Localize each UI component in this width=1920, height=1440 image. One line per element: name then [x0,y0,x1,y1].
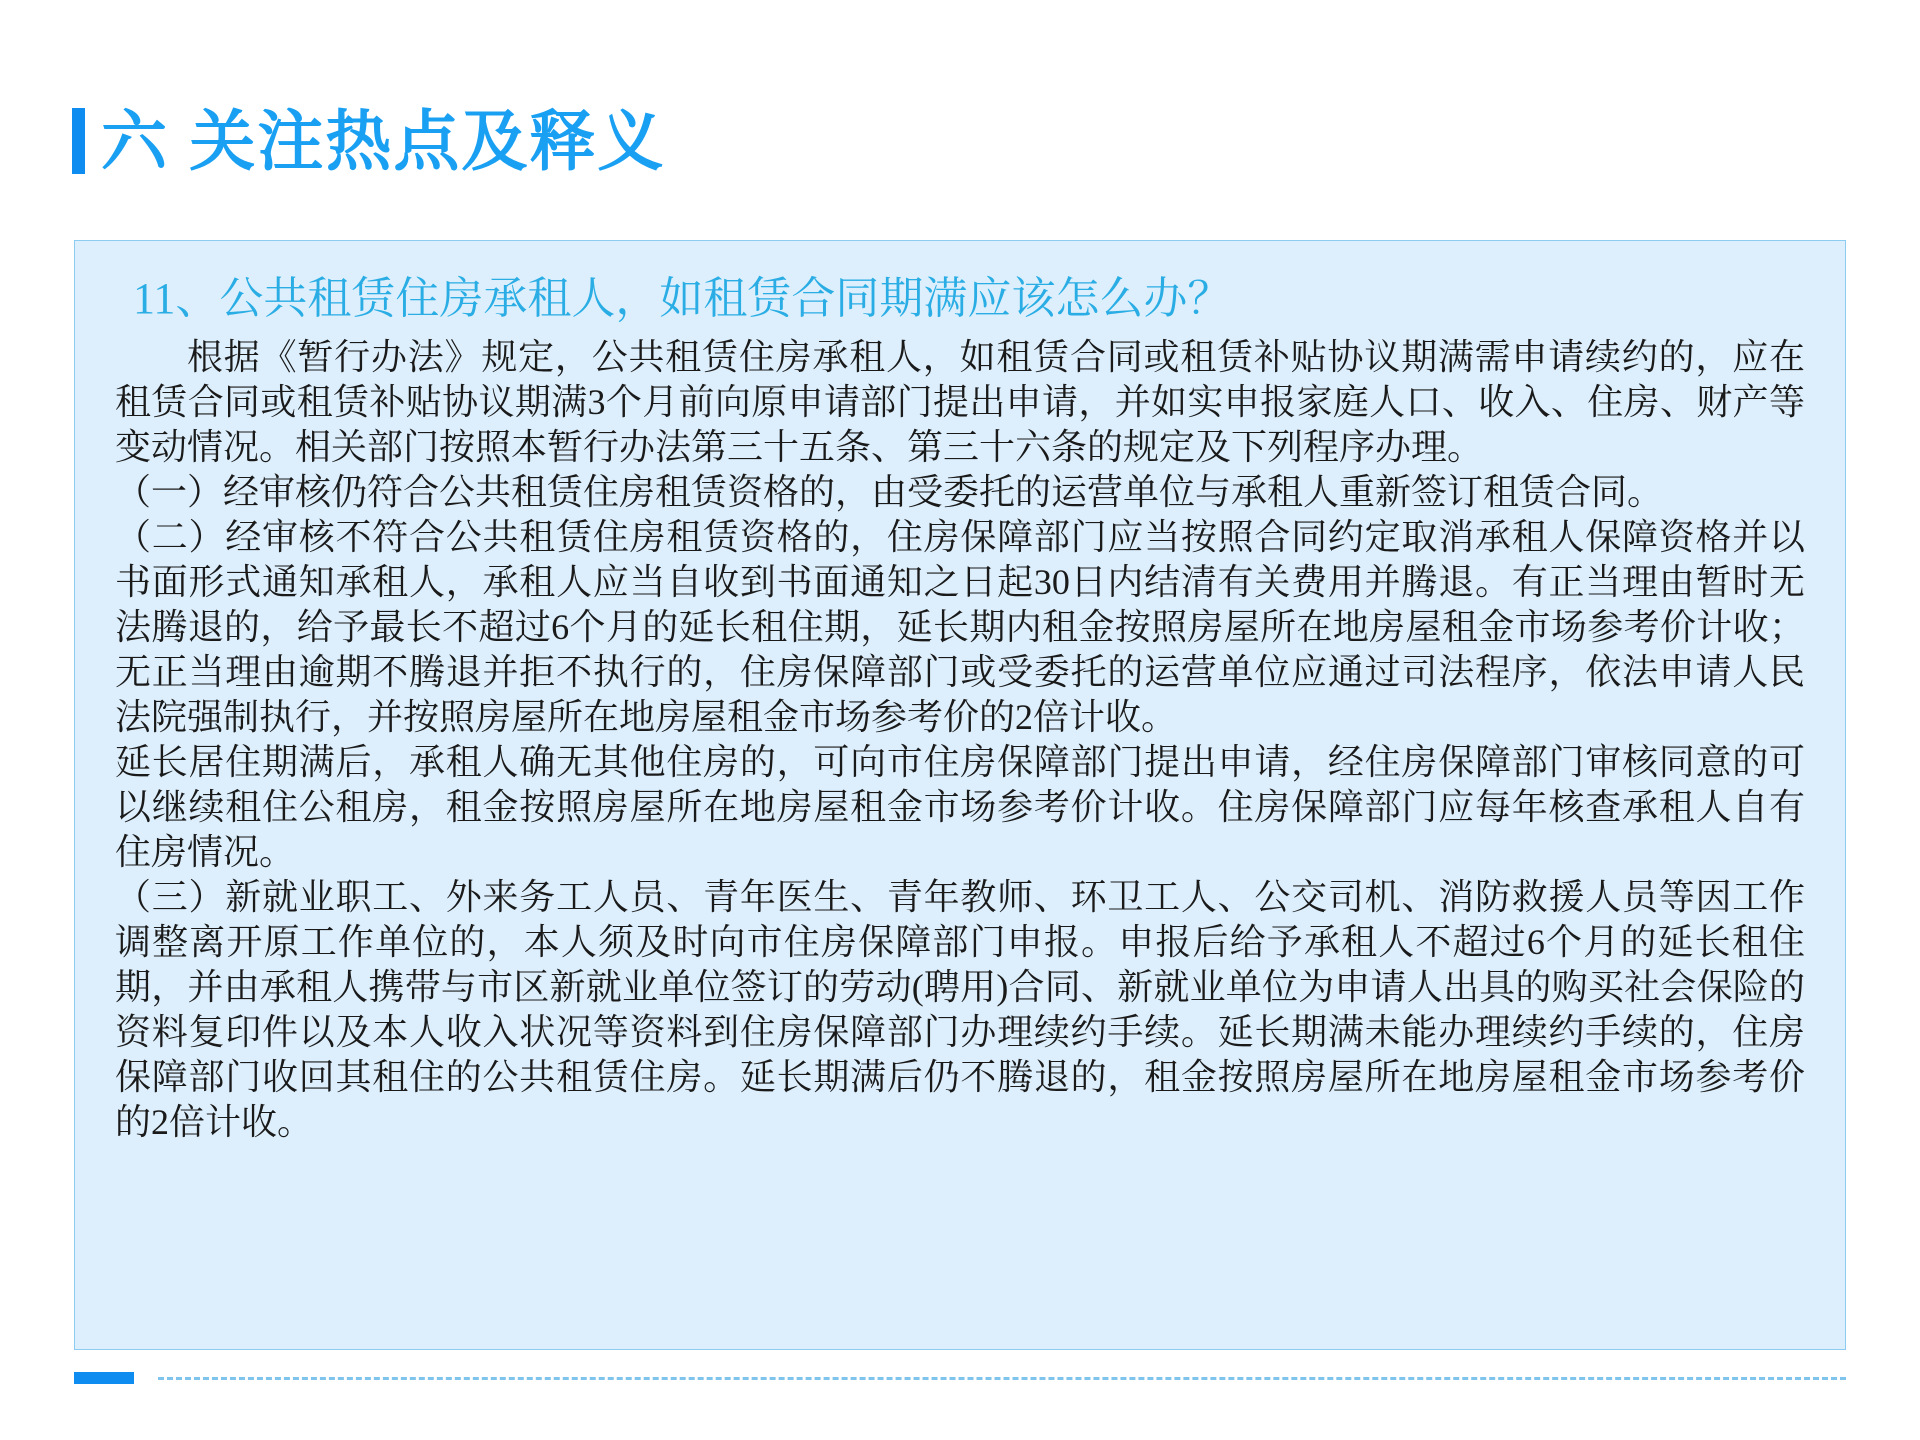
content-panel [74,240,1846,1350]
title-accent-bar [72,108,85,174]
page-title: 六 关注热点及释义 [101,104,666,178]
content-panel-inner [75,241,1845,1145]
paragraph-2: （一）经审核仍符合公共租赁住房租赁资格的，由受委托的运营单位与承租人重新签订租赁合同。 [115,472,1664,512]
paragraph-4: 延长居住期满后，承租人确无其他住房的，可向市住房保障部门提出申请，经住房保障部门审核同意的可以继续租住公租房，租金按照房屋所在地房屋租金市场参考价计收。住房保障部门应每年核查承租人自有住房情况。 [115,742,1805,872]
paragraph-5: （三）新就业职工、外来务工人员、青年医生、青年教师、环卫工人、公交司机、消防救援人员等因工作调整离开原工作单位的，本人须及时向市住房保障部门申报。申报后给予承租人不超过6个月的延长租住期，并由承租人携带与市区新就业单位签订的劳动(聘用)合同、新就业单位为申请人出具的购买社会保险的资料复印件以及本人收入状况等资料到住房保障部门办理续约手续。延长期满未能办理续约手续的，住房保障部门收回其租住的公共租赁住房。延长期满后仍不腾退的，租金按照房屋所在地房屋租金市场参考价的2倍计收。 [115,877,1805,1142]
footer-accent-block [74,1372,134,1384]
slide-title-row [72,104,666,178]
paragraph-3: （二）经审核不符合公共租赁住房租赁资格的，住房保障部门应当按照合同约定取消承租人保障资格并以书面形式通知承租人，承租人应当自收到书面通知之日起30日内结清有关费用并腾退。有正当理由暂时无法腾退的，给予最长不超过6个月的延长租住期，延长期内租金按照房屋所在地房屋租金市场参考价计收；无正当理由逾期不腾退并拒不执行的，住房保障部门或受委托的运营单位应通过司法程序，依法申请人民法院强制执行，并按照房屋所在地房屋租金市场参考价的2倍计收。 [115,517,1805,737]
slide-footer [74,1372,1846,1384]
footer-dashed-rule [158,1377,1846,1380]
paragraph-1: 根据《暂行办法》规定，公共租赁住房承租人，如租赁合同或租赁补贴协议期满需申请续约的，应在租赁合同或租赁补贴协议期满3个月前向原申请部门提出申请，并如实申报家庭人口、收入、住房、财产等变动情况。相关部门按照本暂行办法第三十五条、第三十六条的规定及下列程序办理。 [115,337,1805,467]
question-heading: 11、公共租赁住房承租人，如租赁合同期满应该怎么办？ [133,274,1232,323]
